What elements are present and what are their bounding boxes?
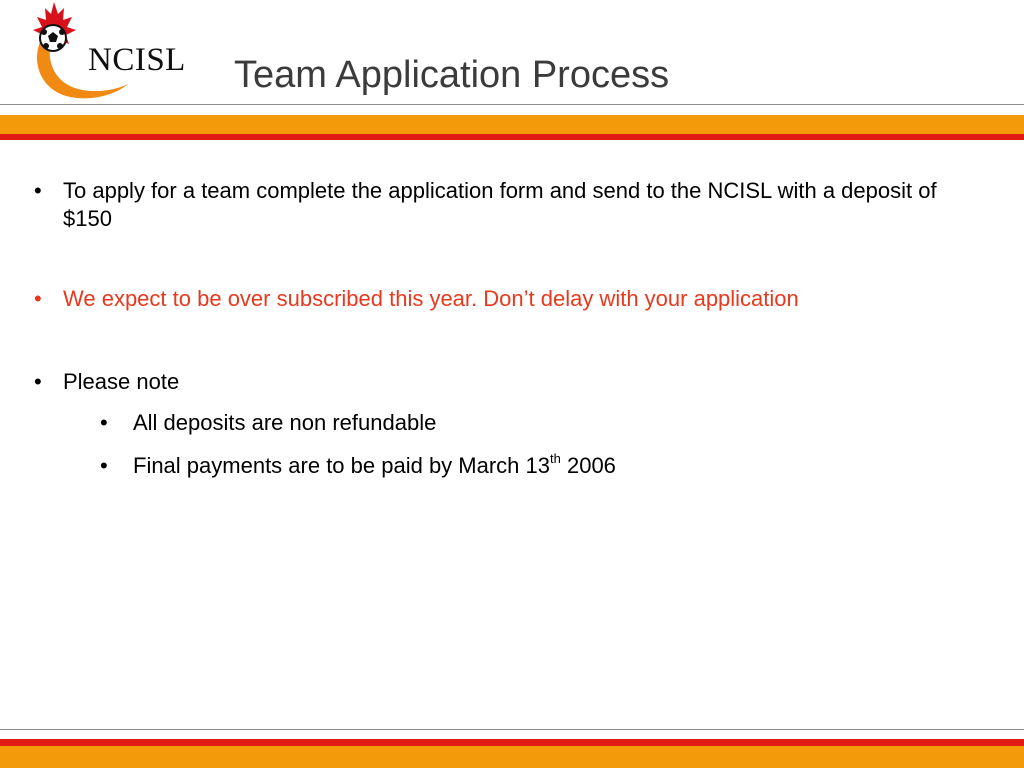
bottom-red-band	[0, 739, 1024, 746]
top-divider-line	[0, 104, 1024, 105]
bullet-dot: •	[100, 453, 108, 478]
bullet-warning-text: We expect to be over subscribed this year. Don’t delay with your application	[63, 286, 799, 311]
payment-text-year: 2006	[560, 453, 616, 478]
sub-bullet-deposits	[100, 409, 960, 437]
top-red-band	[0, 134, 1024, 140]
top-orange-band	[0, 115, 1024, 134]
payment-ordinal-suffix: th	[550, 450, 561, 466]
ncisl-logo	[26, 0, 206, 104]
bullet-dot: •	[34, 178, 42, 203]
sub-bullet-payment-text	[133, 452, 960, 480]
bullet-dot: •	[34, 286, 42, 311]
page-title: Team Application Process	[234, 54, 670, 96]
logo-text: NCISL	[88, 42, 186, 78]
sub-bullet-deposits-text: All deposits are non refundable	[133, 410, 437, 435]
bullet-note-text: Please note	[63, 369, 180, 394]
bullet-warning	[34, 285, 974, 313]
bottom-divider-line	[0, 729, 1024, 730]
bottom-orange-band	[0, 746, 1024, 768]
bullet-note	[34, 368, 974, 396]
sub-bullet-payment	[100, 452, 960, 480]
bullet-apply-text: To apply for a team complete the application form and send to the NCISL with a deposit of $150	[63, 178, 937, 231]
bullet-apply	[34, 177, 974, 233]
bullet-dot: •	[34, 369, 42, 394]
payment-text-prefix: Final payments are to be paid by March 13	[133, 453, 551, 478]
bullet-dot: •	[100, 410, 108, 435]
